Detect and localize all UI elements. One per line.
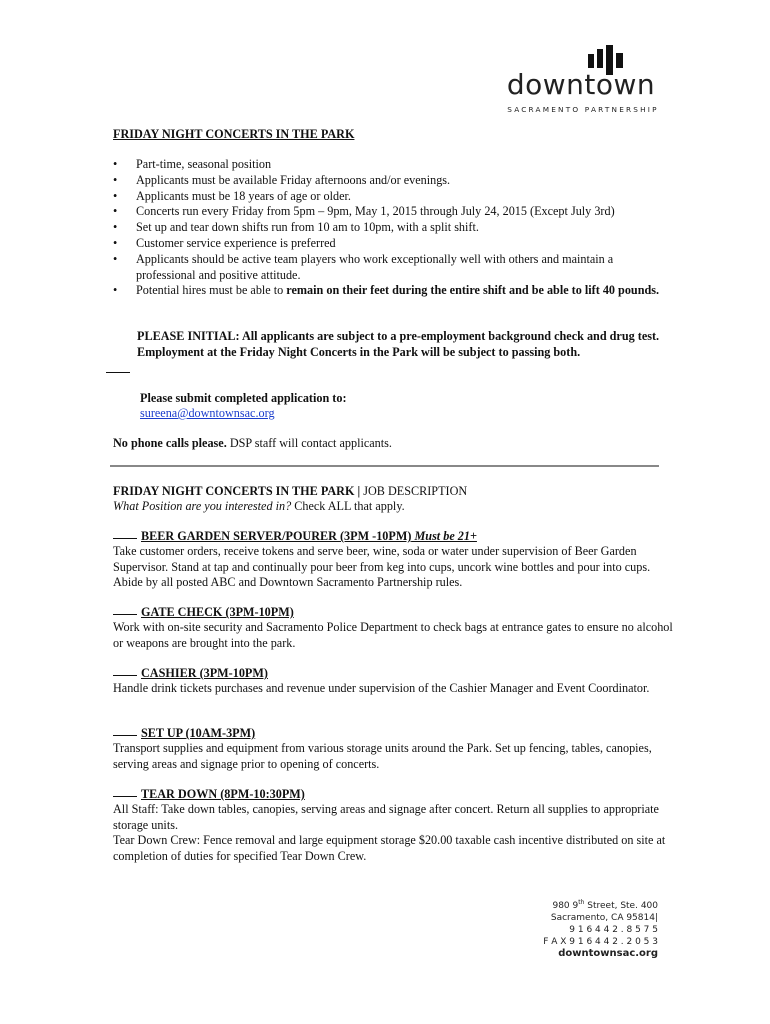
role-checkbox-line[interactable]: [113, 735, 137, 736]
page-title: FRIDAY NIGHT CONCERTS IN THE PARK: [113, 127, 355, 141]
requirements-list: [113, 157, 673, 299]
role-heading: [113, 529, 673, 544]
role-checkbox-line[interactable]: [113, 614, 137, 615]
role-description: Work with on-site security and Sacramento Police Department to check bags at entrance gates to ensure no alcohol or weapons are brought into the park.: [113, 620, 673, 650]
role-section: [113, 787, 673, 864]
footer-city: Sacramento, CA 95814|: [550, 913, 658, 923]
jd-question-rest: Check ALL that apply.: [291, 499, 405, 513]
role-name: SET UP (10AM-3PM): [141, 726, 256, 740]
phone-note-rest: DSP staff will contact applicants.: [226, 436, 392, 450]
requirement-item: • Part-time, seasonal position: [113, 157, 673, 173]
jd-label: JOB DESCRIPTION: [363, 484, 468, 498]
role-heading: [113, 666, 673, 681]
footer-address: [540, 897, 658, 960]
role-name: GATE CHECK (3PM-10PM): [141, 605, 294, 619]
phone-note-bold: No phone calls please.: [113, 436, 227, 450]
role-note: Must be 21+: [411, 529, 477, 543]
downtown-logo: [505, 42, 665, 117]
role-description: Transport supplies and equipment from various storage units around the Park. Set up fencing, tables, canopies, serving areas and signage prior to opening of concerts.: [113, 741, 652, 771]
jd-separator: |: [354, 484, 364, 498]
footer-street: 980 9th Street, Ste. 400: [552, 899, 658, 911]
requirement-item: • Concerts run every Friday from 5pm – 9pm, May 1, 2015 through July 24, 2015 (Except July 3rd): [113, 204, 673, 220]
footer-phone: 9 1 6 4 4 2 . 8 5 7 5: [569, 925, 658, 935]
role-description: Take customer orders, receive tokens and serve beer, wine, soda or water under supervision of Beer Garden Supervisor. Stand at tap and continually pour beer from keg into cups, uncork wine bottles and pour into cups. Abide by all posted ABC and Downtown Sacramento Partnership rules.: [113, 544, 651, 590]
role-checkbox-line[interactable]: [113, 796, 137, 797]
role-checkbox-line[interactable]: [113, 675, 137, 676]
logo-subtitle: SACRAMENTO PARTNERSHIP: [507, 105, 659, 114]
requirement-item: • Applicants should be active team players who work exceptionally well with others and maintain a professional and positive attitude.: [113, 252, 673, 284]
jd-title: FRIDAY NIGHT CONCERTS IN THE PARK: [113, 484, 355, 498]
requirement-item: • Set up and tear down shifts run from 10 am to 10pm, with a split shift.: [113, 220, 673, 236]
requirement-item: • Customer service experience is preferred: [113, 236, 673, 252]
submit-email-link[interactable]: sureena@downtownsac.org: [140, 406, 275, 420]
role-heading: [113, 726, 673, 741]
requirement-item: • Applicants must be 18 years of age or older.: [113, 189, 673, 205]
role-section: [113, 726, 673, 772]
logo-wordmark: downtown: [506, 68, 656, 101]
role-description: Handle drink tickets purchases and revenue under supervision of the Cashier Manager and Event Coordinator.: [113, 681, 650, 696]
job-description-heading: [113, 484, 673, 499]
requirement-item: • Potential hires must be able to remain on their feet during the entire shift and be able to lift 40 pounds.: [113, 283, 673, 299]
role-section: [113, 529, 673, 591]
role-name: BEER GARDEN SERVER/POURER (3PM -10PM): [141, 529, 412, 543]
role-heading: [113, 787, 673, 802]
role-description: Tear Down Crew: Fence removal and large equipment storage $20.00 taxable cash incentive distributed on site at completion of duties for specified Tear Down Crew.: [113, 833, 666, 863]
submit-label: Please submit completed application to:: [140, 391, 347, 405]
role-section: [113, 605, 673, 651]
initial-blank-line[interactable]: [106, 372, 130, 373]
phone-note: [113, 436, 392, 451]
footer-website[interactable]: downtownsac.org: [558, 948, 658, 959]
role-checkbox-line[interactable]: [113, 538, 137, 539]
role-section: [113, 666, 673, 697]
role-description: All Staff: Take down tables, canopies, serving areas and signage after concert. Return all supplies to appropriate storage units.: [113, 802, 659, 832]
role-name: CASHIER (3PM-10PM): [141, 666, 268, 680]
requirement-item: • Applicants must be available Friday afternoons and/or evenings.: [113, 173, 673, 189]
jd-question-italic: What Position are you interested in?: [113, 499, 292, 513]
jd-question: [113, 499, 405, 514]
role-name: TEAR DOWN (8PM-10:30PM): [141, 787, 305, 801]
section-divider: [110, 465, 659, 467]
role-heading: [113, 605, 673, 620]
initial-note: PLEASE INITIAL: All applicants are subject to a pre-employment background check and drug test. Employment at the Friday Night Concerts in the Park will be subject to passing both.: [137, 329, 660, 359]
footer-fax: F A X 9 1 6 4 4 2 . 2 0 5 3: [543, 937, 658, 947]
